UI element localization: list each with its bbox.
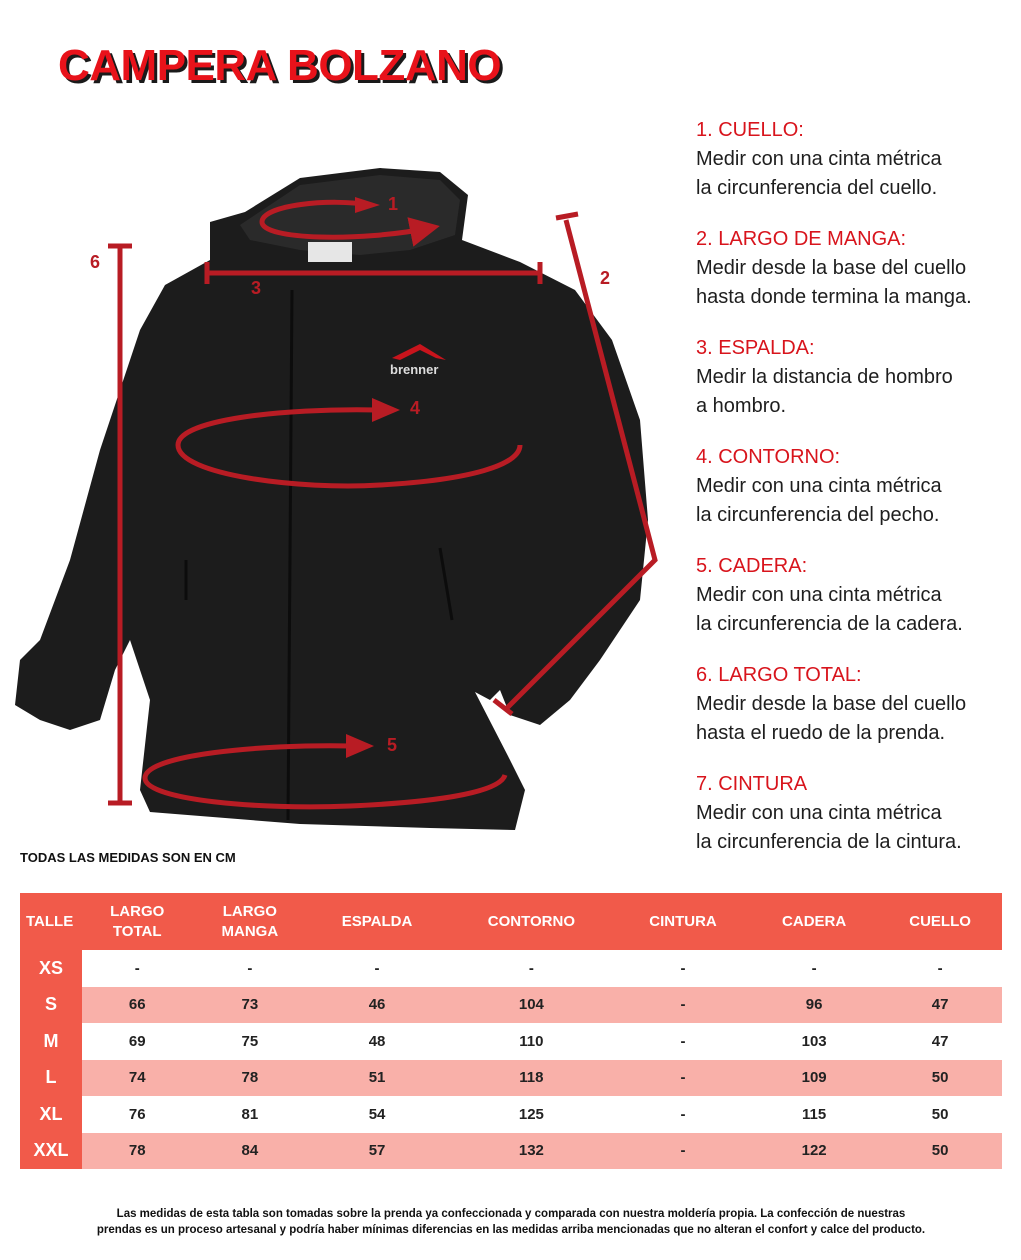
table-cell: 81 — [192, 1096, 307, 1133]
column-header-espalda — [307, 893, 447, 950]
table-row — [20, 1023, 1002, 1060]
column-header-talle — [20, 893, 82, 950]
size-label: XS — [20, 950, 82, 987]
instruction-largo-manga — [696, 225, 1016, 312]
table-header-row — [20, 893, 1002, 950]
table-cell: 103 — [750, 1023, 878, 1060]
column-header-cuello — [878, 893, 1002, 950]
table-cell: 69 — [82, 1023, 192, 1060]
jacket-label — [308, 242, 352, 262]
column-header-text: TALLE — [26, 912, 74, 930]
instruction-largo-total — [696, 661, 1016, 748]
size-label: S — [20, 987, 82, 1024]
instruction-contorno — [696, 443, 1016, 530]
table-cell: - — [616, 1096, 750, 1133]
instruction-cuello — [696, 116, 1016, 203]
column-header-largo-total — [82, 893, 192, 950]
column-header-text: CONTORNO — [487, 912, 575, 930]
table-cell: 75 — [192, 1023, 307, 1060]
size-label: XXL — [20, 1133, 82, 1170]
instruction-text: hasta el ruedo de la prenda. — [696, 722, 946, 744]
instruction-text: Medir con una cinta métrica — [696, 148, 942, 170]
table-cell: 84 — [192, 1133, 307, 1170]
measure-2-cap — [556, 214, 578, 218]
jacket-illustration — [0, 150, 690, 840]
instruction-text: la circunferencia del pecho. — [696, 504, 940, 526]
table-cell: - — [616, 1023, 750, 1060]
table-cell: 57 — [307, 1133, 447, 1170]
table-cell: 109 — [750, 1060, 878, 1097]
table-cell: 50 — [878, 1133, 1002, 1170]
column-header-text: CADERA — [782, 912, 847, 930]
instruction-heading: 4. CONTORNO: — [696, 446, 841, 468]
footnote — [20, 1206, 1002, 1238]
instruction-heading: 3. ESPALDA: — [696, 337, 815, 359]
table-cell: 115 — [750, 1096, 878, 1133]
size-label: XL — [20, 1096, 82, 1133]
measurement-instructions — [696, 116, 1016, 879]
table-cell: 122 — [750, 1133, 878, 1170]
page-title: CAMPERA BOLZANO — [58, 41, 502, 90]
instruction-text: la circunferencia de la cadera. — [696, 613, 963, 635]
brand-logo-text: brenner — [390, 362, 439, 377]
table-row — [20, 950, 1002, 987]
instruction-cadera — [696, 552, 1016, 639]
table-cell: 132 — [447, 1133, 616, 1170]
instruction-text: Medir desde la base del cuello — [696, 693, 967, 715]
instruction-text: hasta donde termina la manga. — [696, 286, 972, 308]
table-cell: - — [616, 1060, 750, 1097]
table-cell: 46 — [307, 987, 447, 1024]
column-header-text: CUELLO — [909, 912, 971, 930]
instruction-heading: 1. CUELLO: — [696, 119, 804, 141]
table-cell: - — [616, 987, 750, 1024]
table-cell: 78 — [192, 1060, 307, 1097]
table-cell: - — [82, 950, 192, 987]
table-cell: - — [750, 950, 878, 987]
instruction-heading: 2. LARGO DE MANGA: — [696, 228, 907, 250]
size-table — [20, 893, 1002, 1169]
instruction-text: la circunferencia del cuello. — [696, 177, 938, 199]
column-header-text: LARGO — [222, 902, 277, 920]
table-cell: - — [447, 950, 616, 987]
footnote-line: Las medidas de esta tabla son tomadas sobre la prenda ya confeccionada y comparada con nuestra moldería propia. La confección de nuestras — [116, 1208, 906, 1220]
size-label: L — [20, 1060, 82, 1097]
measure-1-number: 1 — [388, 194, 399, 214]
table-cell: 110 — [447, 1023, 616, 1060]
jacket-body — [15, 168, 648, 830]
table-cell: 78 — [82, 1133, 192, 1170]
table-cell: 73 — [192, 987, 307, 1024]
table-cell: - — [616, 950, 750, 987]
column-header-text: MANGA — [221, 922, 279, 940]
instruction-heading: 7. CINTURA — [696, 773, 808, 795]
table-cell: - — [616, 1133, 750, 1170]
units-note: TODAS LAS MEDIDAS SON EN CM — [20, 850, 236, 865]
instruction-text: Medir la distancia de hombro — [696, 366, 953, 388]
measure-3-number: 3 — [251, 278, 262, 298]
table-cell: 76 — [82, 1096, 192, 1133]
instruction-heading: 5. CADERA: — [696, 555, 808, 577]
table-row — [20, 1133, 1002, 1170]
measure-4-number: 4 — [410, 398, 421, 418]
measure-5-number: 5 — [387, 735, 398, 755]
table-cell: 118 — [447, 1060, 616, 1097]
table-cell: 54 — [307, 1096, 447, 1133]
table-cell: 50 — [878, 1060, 1002, 1097]
column-header-largo-manga — [192, 893, 307, 950]
table-cell: - — [192, 950, 307, 987]
column-header-contorno — [447, 893, 616, 950]
instruction-text: Medir desde la base del cuello — [696, 257, 967, 279]
table-cell: 48 — [307, 1023, 447, 1060]
table-cell: - — [307, 950, 447, 987]
table-row — [20, 1096, 1002, 1133]
table-cell: - — [878, 950, 1002, 987]
column-header-text: ESPALDA — [341, 912, 413, 930]
instruction-text: a hombro. — [696, 395, 787, 417]
table-cell: 51 — [307, 1060, 447, 1097]
table-cell: 66 — [82, 987, 192, 1024]
instruction-text: Medir con una cinta métrica — [696, 584, 942, 606]
table-cell: 125 — [447, 1096, 616, 1133]
table-cell: 47 — [878, 987, 1002, 1024]
measure-6-number: 6 — [90, 252, 101, 272]
instruction-text: Medir con una cinta métrica — [696, 475, 942, 497]
column-header-cadera — [750, 893, 878, 950]
table-cell: 47 — [878, 1023, 1002, 1060]
column-header-cintura — [616, 893, 750, 950]
instruction-heading: 6. LARGO TOTAL: — [696, 664, 862, 686]
footnote-line: prendas es un proceso artesanal y podría haber mínimas diferencias en las medidas arriba mencionadas que no alteran el confort y calce del producto. — [96, 1224, 926, 1236]
measure-2-number: 2 — [600, 268, 611, 288]
instruction-text: Medir con una cinta métrica — [696, 802, 942, 824]
column-header-text: LARGO — [110, 902, 165, 920]
instruction-cintura — [696, 770, 1016, 857]
table-cell: 50 — [878, 1096, 1002, 1133]
size-label: M — [20, 1023, 82, 1060]
table-cell: 96 — [750, 987, 878, 1024]
table-cell: 104 — [447, 987, 616, 1024]
table-cell: 74 — [82, 1060, 192, 1097]
table-row — [20, 987, 1002, 1024]
instruction-espalda — [696, 334, 1016, 421]
column-header-text: TOTAL — [112, 922, 162, 940]
column-header-text: CINTURA — [649, 912, 717, 930]
table-row — [20, 1060, 1002, 1097]
instruction-text: la circunferencia de la cintura. — [696, 831, 962, 853]
